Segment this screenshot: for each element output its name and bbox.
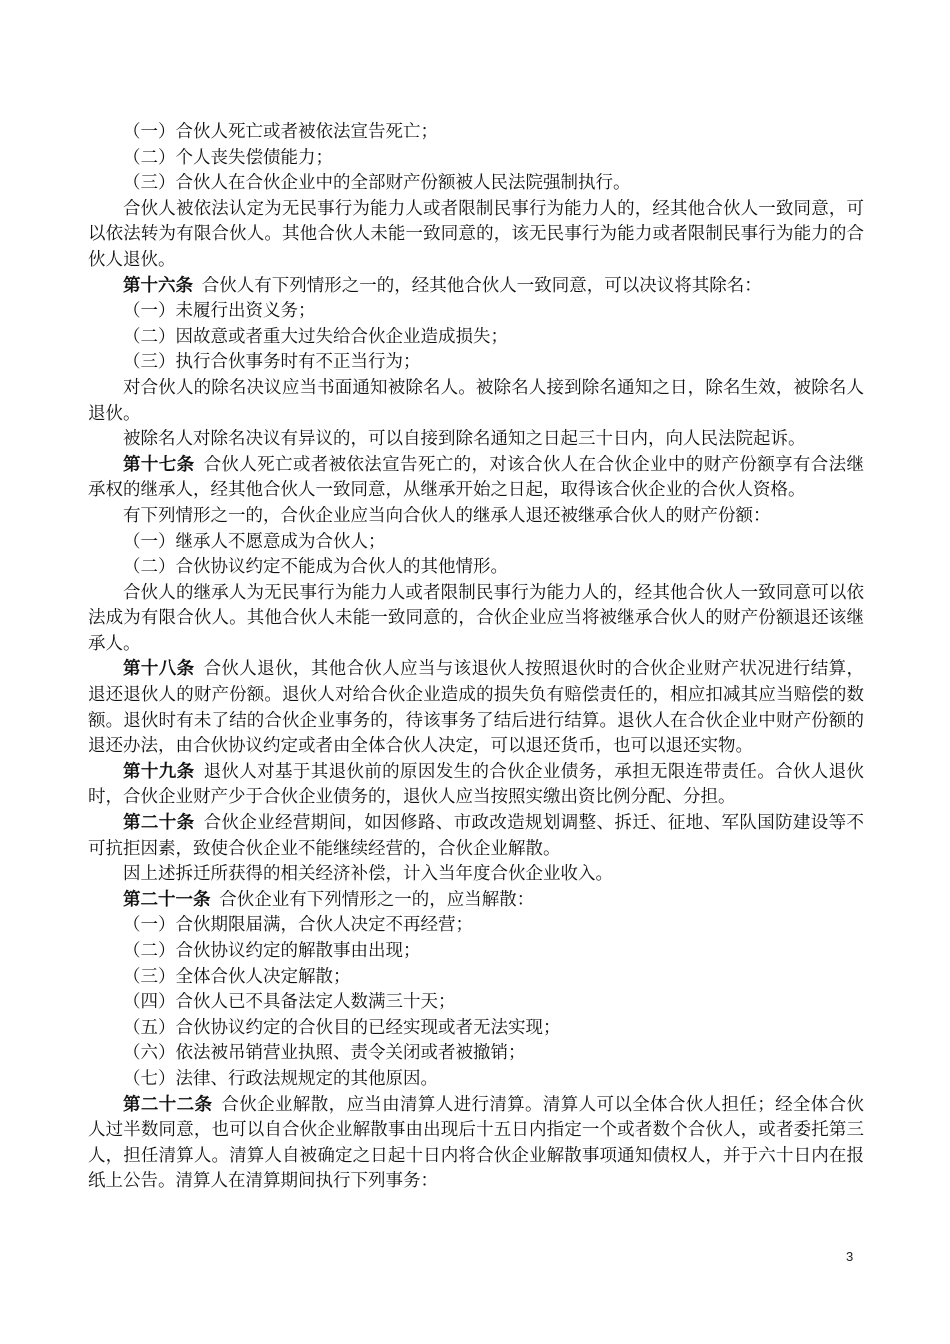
page-number: 3 [846,1249,854,1264]
paragraph-text: 合伙企业解散，应当由清算人进行清算。清算人可以全体合伙人担任；经全体合伙人过半数同意，也可以自合伙企业解散事由出现后十五日内指定一个或者数个合伙人，或者委托第三人，担任清算人。清算人自被确定之日起十日内将合伙企业解散事项通知债权人，并于六十日内在报纸上公告。清算人在清算期间执行下列事务： [88,1094,865,1192]
paragraph-text: （二）因故意或者重大过失给合伙企业造成损失； [123,326,508,347]
paragraph [88,350,864,376]
document-body [88,120,864,1195]
paragraph [88,581,864,658]
paragraph-text: 有下列情形之一的，合伙企业应当向合伙人的继承人退还被继承合伙人的财产份额： [123,505,771,526]
paragraph [88,1093,864,1195]
paragraph [88,427,864,453]
paragraph [88,990,864,1016]
paragraph [88,555,864,581]
paragraph-text: 合伙人有下列情形之一的，经其他合伙人一致同意，可以决议将其除名： [201,275,762,296]
paragraph [88,811,864,862]
paragraph [88,965,864,991]
article-number: 第十六条 [123,275,193,296]
paragraph [88,274,864,300]
paragraph-text: 退伙人对基于其退伙前的原因发生的合伙企业债务，承担无限连带责任。合伙人退伙时，合伙企业财产少于合伙企业债务的，退伙人应当按照实缴出资比例分配、分担。 [88,761,865,808]
paragraph-text: （六）依法被吊销营业执照、责令关闭或者被撤销； [123,1043,526,1064]
paragraph-text: 合伙人被依法认定为无民事行为能力人或者限制民事行为能力人的，经其他合伙人一致同意，可以依法转为有限合伙人。其他合伙人未能一致同意的，该无民事行为能力或者限制民事行为能力的合伙人退伙。 [88,198,864,270]
paragraph-text: （一）合伙期限届满，合伙人决定不再经营； [123,915,473,936]
paragraph [88,1067,864,1093]
paragraph [88,939,864,965]
paragraph-text: （二）合伙协议约定不能成为合伙人的其他情形。 [123,557,508,578]
paragraph-text: 合伙人的继承人为无民事行为能力人或者限制民事行为能力人的，经其他合伙人一致同意可以依法成为有限合伙人。其他合伙人未能一致同意的，合伙企业应当将被继承合伙人的财产份额退还该继承人。 [88,582,864,654]
paragraph [88,1016,864,1042]
paragraph-text: 因上述拆迁所获得的相关经济补偿，计入当年度合伙企业收入。 [123,864,613,885]
paragraph-text: （七）法律、行政法规规定的其他原因。 [123,1068,438,1089]
paragraph [88,760,864,811]
paragraph-text: （三）执行合伙事务时有不正当行为； [123,352,421,373]
paragraph [88,888,864,914]
article-number: 第十八条 [123,659,195,680]
paragraph-text: （三）全体合伙人决定解散； [123,966,351,987]
paragraph [88,299,864,325]
paragraph [88,862,864,888]
paragraph [88,120,864,146]
paragraph [88,171,864,197]
paragraph-text: 合伙人死亡或者被依法宣告死亡的，对该合伙人在合伙企业中的财产份额享有合法继承权的继承人，经其他合伙人一致同意，从继承开始之日起，取得该合伙企业的合伙人资格。 [88,454,865,501]
article-number: 第十九条 [123,761,195,782]
paragraph-text: （二）个人丧失偿债能力； [123,147,333,168]
article-number: 第二十条 [123,813,195,834]
paragraph-text: 合伙人退伙，其他合伙人应当与该退伙人按照退伙时的合伙企业财产状况进行结算，退还退伙人的财产份额。退伙人对给合伙企业造成的损失负有赔偿责任的，相应扣减其应当赔偿的数额。退伙时有未了结的合伙企业事务的，待该事务了结后进行结算。退伙人在合伙企业中财产份额的退还办法，由合伙协议约定或者由全体合伙人决定，可以退还货币，也可以退还实物。 [88,659,865,757]
paragraph-text: （三）合伙人在合伙企业中的全部财产份额被人民法院强制执行。 [123,173,631,194]
paragraph-text: （一）合伙人死亡或者被依法宣告死亡； [123,122,438,142]
paragraph-text: （一）未履行出资义务； [123,301,316,322]
article-number: 第二十二条 [123,1094,213,1115]
paragraph-text: 合伙企业有下列情形之一的，应当解散： [219,889,535,910]
paragraph [88,1041,864,1067]
paragraph-text: 对合伙人的除名决议应当书面通知被除名人。被除名人接到除名通知之日，除名生效，被除名人退伙。 [88,377,864,424]
paragraph-text: （五）合伙协议约定的合伙目的已经实现或者无法实现； [123,1017,561,1038]
article-number: 第十七条 [123,454,195,475]
paragraph [88,530,864,556]
paragraph [88,325,864,351]
paragraph [88,146,864,172]
paragraph [88,197,864,274]
paragraph [88,376,864,427]
paragraph [88,504,864,530]
article-number: 第二十一条 [123,889,211,910]
paragraph [88,453,864,504]
paragraph-text: （一）继承人不愿意成为合伙人； [123,531,386,552]
paragraph-text: （二）合伙协议约定的解散事由出现； [123,941,421,961]
paragraph-text: 合伙企业经营期间，如因修路、市政改造规划调整、拆迁、征地、军队国防建设等不可抗拒因素，致使合伙企业不能继续经营的，合伙企业解散。 [88,813,865,859]
paragraph [88,913,864,939]
paragraph [88,657,864,759]
paragraph-text: 被除名人对除名决议有异议的，可以自接到除名通知之日起三十日内，向人民法院起诉。 [123,429,806,450]
paragraph-text: （四）合伙人已不具备法定人数满三十天； [123,992,456,1013]
